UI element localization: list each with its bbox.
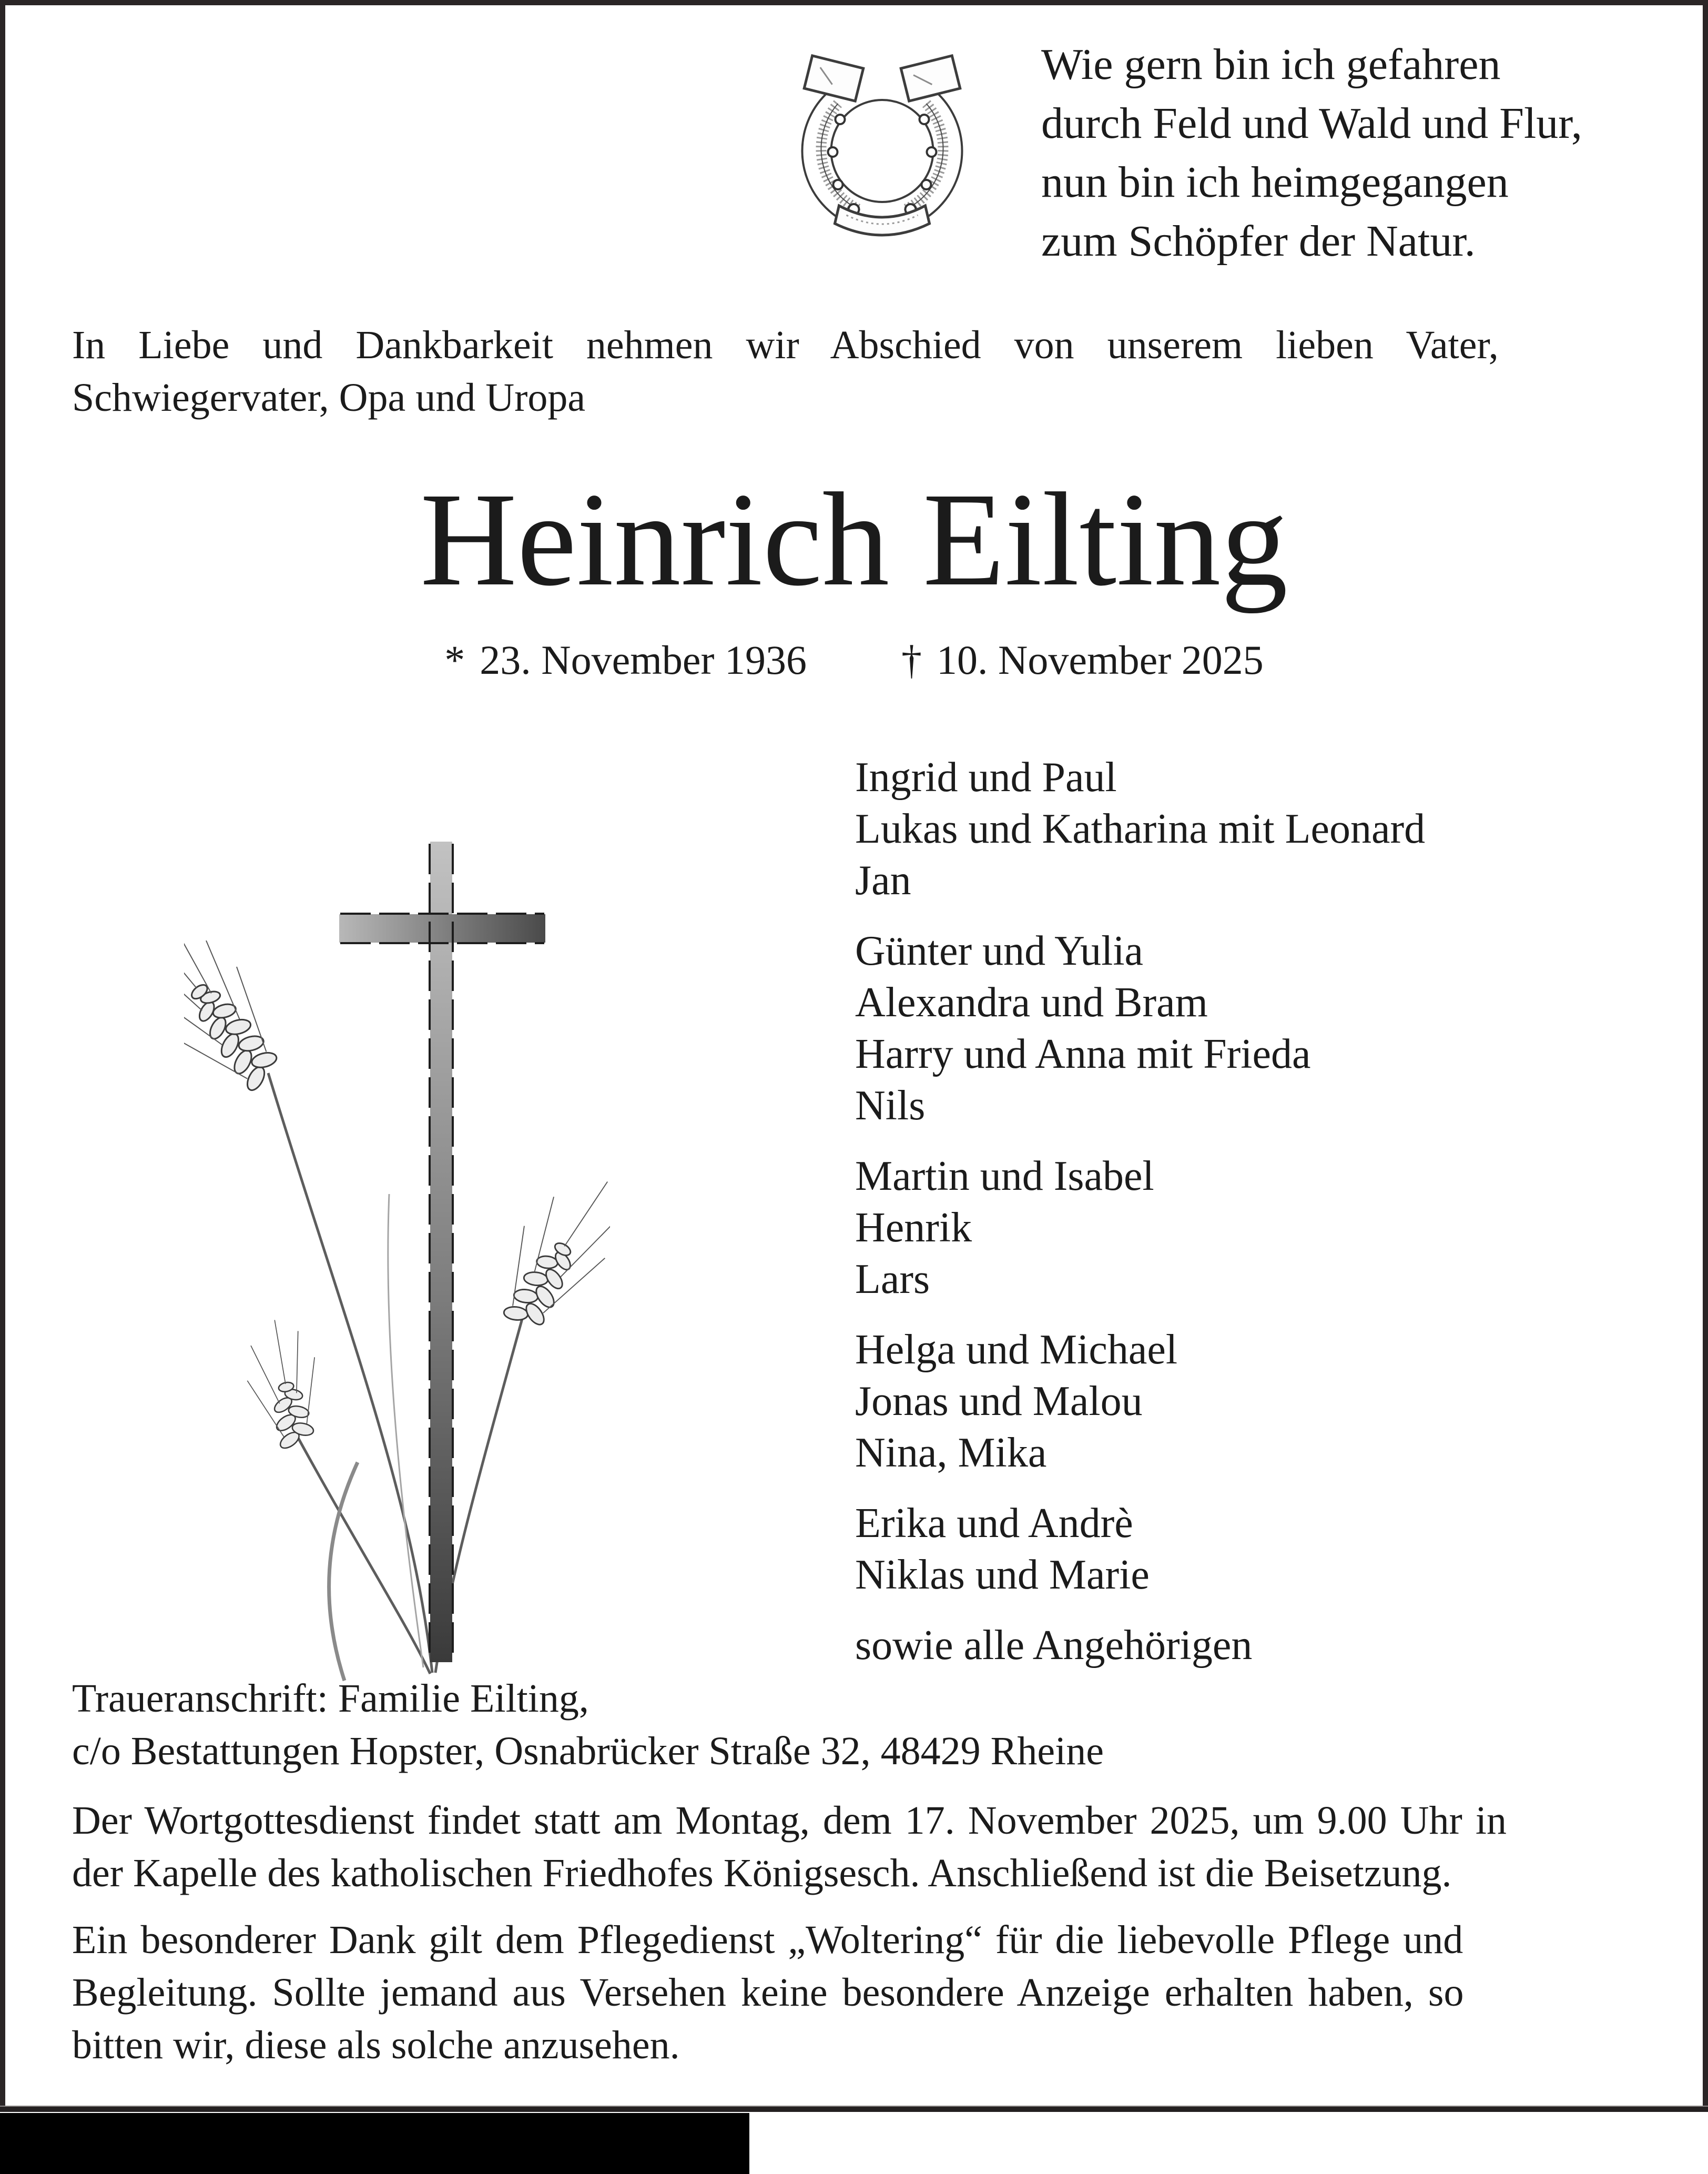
mourner-line: Jan xyxy=(855,857,911,904)
frame-border-bottom xyxy=(0,2106,1708,2112)
mourner-line: Henrik xyxy=(855,1205,972,1251)
mourner-group xyxy=(855,1324,1675,1479)
intro-line: Schwiegervater, Opa und Uropa xyxy=(72,376,586,420)
mourning-address xyxy=(72,1672,1644,1777)
wheat-ear-top-left xyxy=(184,896,305,1113)
verse-line: zum Schöpfer der Natur. xyxy=(1041,217,1476,266)
mourner-group xyxy=(855,1498,1675,1601)
introduction-text xyxy=(72,319,1644,424)
address-line: c/o Bestattungen Hopster, Osnabrücker Straße 32, 48429 Rheine xyxy=(72,1729,1104,1773)
mourner-group xyxy=(855,1150,1675,1305)
life-dates xyxy=(5,634,1703,686)
mourner-line: Günter und Yulia xyxy=(855,928,1144,974)
mourner-line: Niklas und Marie xyxy=(855,1552,1150,1598)
wheat-ear-right xyxy=(479,1157,610,1348)
mourner-line: Lukas und Katharina mit Leonard xyxy=(855,806,1426,852)
mourners-list xyxy=(855,752,1675,1671)
mourner-line: Lars xyxy=(855,1256,930,1302)
mourner-line: Alexandra und Bram xyxy=(855,979,1208,1026)
mourner-line: Harry und Anna mit Frieda xyxy=(855,1031,1311,1077)
thanks-note xyxy=(72,1914,1644,2071)
thanks-line: bitten wir, diese als solche anzusehen. xyxy=(72,2023,680,2067)
verse-line: nun bin ich heimgegangen xyxy=(1041,158,1509,207)
redacted-block xyxy=(0,2113,749,2174)
birth-date-item xyxy=(444,634,807,686)
mourners-closing xyxy=(855,1620,1675,1671)
service-information xyxy=(72,1794,1644,1899)
mourner-line: Helga und Michael xyxy=(855,1327,1178,1373)
mourner-line: Nils xyxy=(855,1083,926,1129)
mourner-line: Jonas und Malou xyxy=(855,1378,1143,1424)
mourner-line: Erika und Andrè xyxy=(855,1500,1133,1546)
mourner-line: Ingrid und Paul xyxy=(855,754,1117,801)
birth-date: 23. November 1936 xyxy=(480,637,807,683)
deceased-name: Heinrich Eilting xyxy=(420,466,1288,614)
birth-star-icon: * xyxy=(444,637,465,683)
cross-and-wheat-icon xyxy=(184,826,610,1688)
address-line: Traueranschrift: Familie Eilting, xyxy=(72,1676,589,1721)
thanks-line: Ein besonderer Dank gilt dem Pflegedienst „Woltering“ für die liebevolle Pflege und xyxy=(72,1918,1463,1962)
death-date: 10. November 2025 xyxy=(937,637,1264,683)
intro-line: In Liebe und Dankbarkeit nehmen wir Abschied von unserem lieben Vater, xyxy=(72,323,1499,367)
frame-border-right xyxy=(1703,0,1708,2106)
verse-line: durch Feld und Wald und Flur, xyxy=(1041,99,1582,148)
mourner-line: sowie alle Angehörigen xyxy=(855,1622,1253,1669)
frame-border-top xyxy=(0,0,1708,5)
mourner-group xyxy=(855,925,1675,1131)
death-date-item xyxy=(901,634,1264,686)
thanks-line: Begleitung. Sollte jemand aus Versehen keine besondere Anzeige erhalten haben, so xyxy=(72,1970,1464,2015)
mourner-line: Nina, Mika xyxy=(855,1430,1047,1476)
death-cross-icon: † xyxy=(901,637,922,683)
service-line: der Kapelle des katholischen Friedhofes Königsesch. Anschließend ist die Beisetzung. xyxy=(72,1851,1452,1895)
memorial-verse xyxy=(1041,35,1683,271)
horseshoe-icon xyxy=(776,34,989,247)
mourner-line: Martin und Isabel xyxy=(855,1153,1154,1199)
frame-border-left xyxy=(0,0,5,2106)
wheat-ear-lower-left xyxy=(236,1313,332,1455)
service-line: Der Wortgottesdienst findet statt am Montag, dem 17. November 2025, um 9.00 Uhr in xyxy=(72,1798,1507,1843)
mourner-group xyxy=(855,752,1675,906)
verse-line: Wie gern bin ich gefahren xyxy=(1041,40,1501,89)
